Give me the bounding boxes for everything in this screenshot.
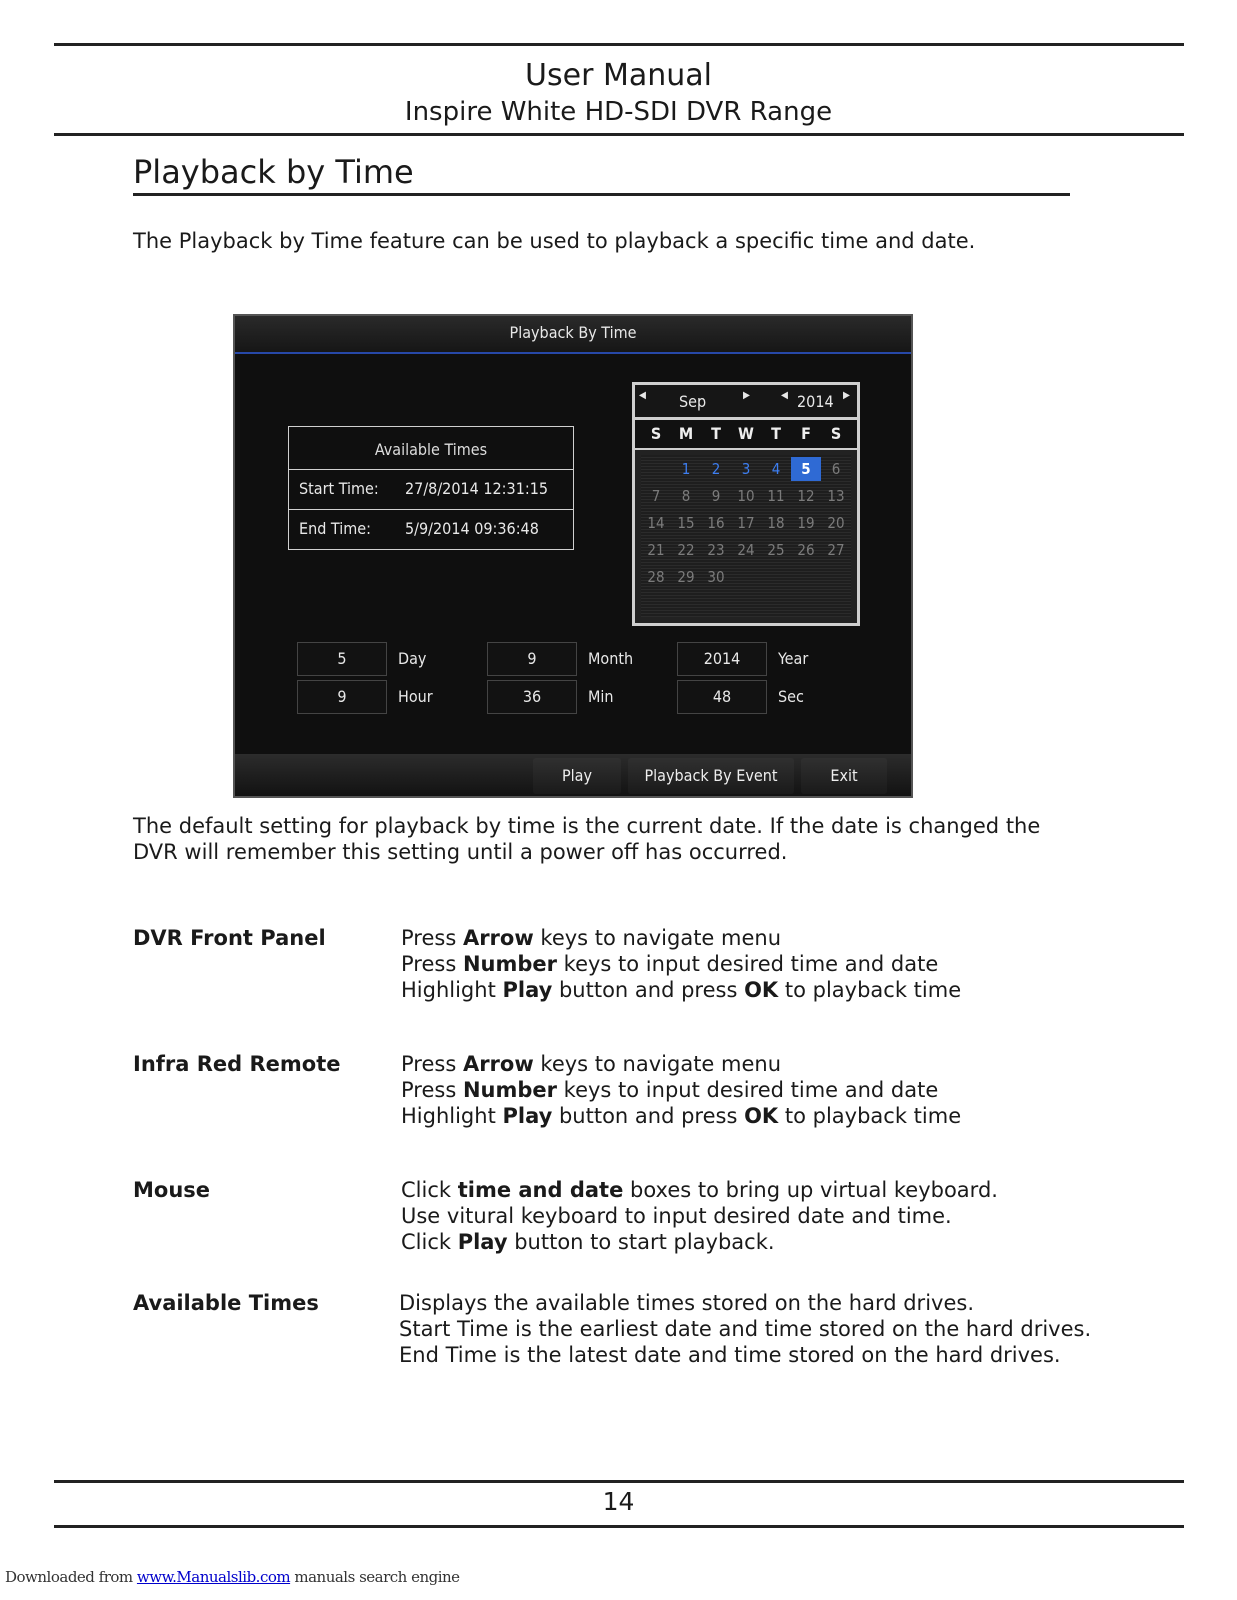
calendar-day[interactable]: 10 bbox=[737, 487, 755, 505]
year-prev-icon[interactable]: ◀ bbox=[781, 390, 788, 401]
instruction-text: button and press bbox=[552, 1104, 745, 1128]
instruction-keyword: Arrow bbox=[462, 926, 534, 950]
instruction-text: Highlight bbox=[401, 1104, 503, 1128]
header-title: User Manual bbox=[525, 58, 712, 93]
instruction-text: Press bbox=[401, 952, 463, 976]
instruction-line bbox=[401, 925, 961, 951]
day-label: Day bbox=[398, 649, 427, 668]
intro-text: The Playback by Time feature can be used to playback a specific time and date. bbox=[133, 229, 976, 253]
sec-field[interactable]: 48 bbox=[677, 680, 767, 714]
play-button[interactable]: Play bbox=[533, 758, 621, 794]
calendar-day[interactable]: 28 bbox=[647, 568, 665, 586]
calendar-month[interactable]: Sep bbox=[679, 392, 707, 411]
instruction-text: Press bbox=[401, 1052, 463, 1076]
instruction-description bbox=[399, 1290, 1091, 1368]
month-label: Month bbox=[588, 649, 634, 668]
end-time-label: End Time: bbox=[299, 519, 371, 538]
min-field[interactable]: 36 bbox=[487, 680, 577, 714]
calendar-day[interactable]: 27 bbox=[827, 541, 845, 559]
calendar-day[interactable]: 16 bbox=[707, 514, 725, 532]
calendar bbox=[632, 382, 860, 626]
weekday-header: T bbox=[771, 424, 781, 443]
calendar-day[interactable]: 23 bbox=[707, 541, 725, 559]
instruction-text: End Time is the latest date and time stored on the hard drives. bbox=[399, 1343, 1061, 1367]
instruction-text: Click bbox=[401, 1178, 458, 1202]
calendar-day[interactable]: 11 bbox=[767, 487, 785, 505]
start-time-label: Start Time: bbox=[299, 479, 379, 498]
calendar-day[interactable]: 18 bbox=[767, 514, 785, 532]
instruction-label: Available Times bbox=[133, 1291, 319, 1315]
instruction-description bbox=[401, 1051, 961, 1129]
instruction-line bbox=[401, 951, 961, 977]
calendar-day[interactable]: 5 bbox=[791, 457, 821, 481]
calendar-day[interactable]: 22 bbox=[677, 541, 695, 559]
instruction-text: keys to navigate menu bbox=[533, 926, 782, 950]
playback-by-event-button[interactable]: Playback By Event bbox=[628, 758, 794, 794]
manualslib-link[interactable]: www.Manualslib.com bbox=[136, 1568, 291, 1586]
calendar-day[interactable]: 24 bbox=[737, 541, 755, 559]
instruction-keyword: Arrow bbox=[462, 1052, 534, 1076]
header-top-rule bbox=[54, 43, 1184, 46]
footer-prefix: Downloaded from bbox=[5, 1568, 137, 1586]
instruction-text: to playback time bbox=[778, 1104, 962, 1128]
calendar-day[interactable]: 26 bbox=[797, 541, 815, 559]
weekday-header: S bbox=[650, 424, 662, 443]
start-time-value: 27/8/2014 12:31:15 bbox=[405, 479, 549, 498]
instruction-text: to playback time bbox=[778, 978, 962, 1002]
end-time-value: 5/9/2014 09:36:48 bbox=[405, 519, 539, 538]
weekday-header: F bbox=[801, 424, 811, 443]
header-subtitle: Inspire White HD-SDI DVR Range bbox=[404, 97, 833, 127]
calendar-year[interactable]: 2014 bbox=[797, 392, 834, 411]
instruction-text: Press bbox=[401, 926, 463, 950]
calendar-day[interactable]: 9 bbox=[711, 487, 721, 505]
section-rule bbox=[133, 193, 1070, 196]
calendar-day[interactable]: 8 bbox=[681, 487, 691, 505]
instruction-text: Start Time is the earliest date and time stored on the hard drives. bbox=[399, 1317, 1092, 1341]
instruction-label: DVR Front Panel bbox=[133, 926, 326, 950]
calendar-header bbox=[635, 385, 857, 420]
instruction-line bbox=[401, 1177, 998, 1203]
calendar-day[interactable]: 21 bbox=[647, 541, 665, 559]
section-title: Playback by Time bbox=[133, 153, 414, 191]
calendar-day[interactable]: 1 bbox=[681, 460, 691, 478]
calendar-day[interactable]: 13 bbox=[827, 487, 845, 505]
calendar-weekdays bbox=[635, 420, 857, 450]
instruction-description bbox=[401, 1177, 998, 1255]
instruction-label: Infra Red Remote bbox=[133, 1052, 341, 1076]
calendar-day[interactable]: 12 bbox=[797, 487, 815, 505]
instruction-text: Displays the available times stored on the hard drives. bbox=[399, 1291, 974, 1315]
instruction-keyword: Play bbox=[502, 978, 553, 1002]
instruction-keyword: Play bbox=[502, 1104, 553, 1128]
year-field[interactable]: 2014 bbox=[677, 642, 767, 676]
instruction-keyword: time and date bbox=[457, 1178, 624, 1202]
calendar-day[interactable]: 15 bbox=[677, 514, 695, 532]
weekday-header: T bbox=[711, 424, 721, 443]
end-time-row bbox=[289, 509, 573, 550]
instruction-text: Click bbox=[401, 1230, 458, 1254]
calendar-day[interactable]: 7 bbox=[651, 487, 661, 505]
month-field[interactable]: 9 bbox=[487, 642, 577, 676]
instruction-line bbox=[401, 1229, 998, 1255]
instruction-line bbox=[401, 1077, 961, 1103]
weekday-header: W bbox=[738, 424, 754, 443]
instruction-keyword: Play bbox=[457, 1230, 508, 1254]
instruction-line bbox=[401, 1051, 961, 1077]
instruction-text: keys to navigate menu bbox=[533, 1052, 782, 1076]
instruction-text: keys to input desired time and date bbox=[557, 952, 939, 976]
year-next-icon[interactable]: ▶ bbox=[843, 390, 850, 401]
instruction-keyword: Number bbox=[462, 952, 557, 976]
hour-field[interactable]: 9 bbox=[297, 680, 387, 714]
day-field[interactable]: 5 bbox=[297, 642, 387, 676]
available-times-title: Available Times bbox=[374, 440, 488, 459]
footer-top-rule bbox=[54, 1480, 1184, 1483]
hour-label: Hour bbox=[398, 687, 433, 706]
calendar-day[interactable]: 19 bbox=[797, 514, 815, 532]
calendar-day[interactable]: 3 bbox=[741, 460, 751, 478]
available-times-panel bbox=[288, 426, 574, 550]
instruction-line bbox=[399, 1290, 1091, 1316]
instruction-text: Use vitural keyboard to input desired date and time. bbox=[401, 1204, 952, 1228]
instruction-text: boxes to bring up virtual keyboard. bbox=[623, 1178, 998, 1202]
calendar-day[interactable]: 17 bbox=[737, 514, 755, 532]
instruction-line bbox=[401, 977, 961, 1003]
calendar-day[interactable]: 14 bbox=[647, 514, 665, 532]
instruction-keyword: Number bbox=[462, 1078, 557, 1102]
calendar-day[interactable]: 20 bbox=[827, 514, 845, 532]
instruction-description bbox=[401, 925, 961, 1003]
calendar-days bbox=[641, 455, 851, 617]
year-label: Year bbox=[778, 649, 809, 668]
footer-suffix: manuals search engine bbox=[290, 1568, 460, 1586]
dvr-screenshot bbox=[233, 314, 913, 798]
instruction-text: button to start playback. bbox=[507, 1230, 775, 1254]
instruction-line bbox=[399, 1342, 1091, 1368]
download-footer bbox=[5, 1568, 460, 1586]
instruction-line bbox=[401, 1203, 998, 1229]
calendar-day[interactable]: 2 bbox=[711, 460, 721, 478]
calendar-day[interactable]: 29 bbox=[677, 568, 695, 586]
sec-label: Sec bbox=[778, 687, 804, 706]
instruction-text: Highlight bbox=[401, 978, 503, 1002]
instruction-text: Press bbox=[401, 1078, 463, 1102]
min-label: Min bbox=[588, 687, 614, 706]
month-prev-icon[interactable]: ◀ bbox=[639, 390, 646, 401]
instruction-keyword: OK bbox=[744, 978, 779, 1002]
instruction-text: keys to input desired time and date bbox=[557, 1078, 939, 1102]
instruction-text: button and press bbox=[552, 978, 745, 1002]
instruction-line bbox=[401, 1103, 961, 1129]
month-next-icon[interactable]: ▶ bbox=[743, 390, 750, 401]
default-note-line-1: The default setting for playback by time is the current date. If the date is changed the bbox=[133, 814, 1041, 838]
weekday-header: S bbox=[830, 424, 842, 443]
start-time-row bbox=[289, 469, 573, 510]
calendar-day[interactable]: 6 bbox=[831, 460, 841, 478]
exit-button[interactable]: Exit bbox=[801, 758, 887, 794]
instruction-line bbox=[399, 1316, 1091, 1342]
dvr-window-title: Playback By Time bbox=[235, 316, 911, 354]
dvr-button-bar bbox=[235, 754, 911, 796]
footer-bottom-rule bbox=[54, 1525, 1184, 1528]
instruction-label: Mouse bbox=[133, 1178, 211, 1202]
header-bottom-rule bbox=[54, 133, 1184, 136]
calendar-day[interactable]: 25 bbox=[767, 541, 785, 559]
weekday-header: M bbox=[678, 424, 694, 443]
calendar-day[interactable]: 30 bbox=[707, 568, 725, 586]
calendar-day[interactable]: 4 bbox=[771, 460, 781, 478]
default-note-line-2: DVR will remember this setting until a power off has occurred. bbox=[133, 840, 788, 864]
instruction-keyword: OK bbox=[744, 1104, 779, 1128]
page-number: 14 bbox=[602, 1487, 635, 1516]
